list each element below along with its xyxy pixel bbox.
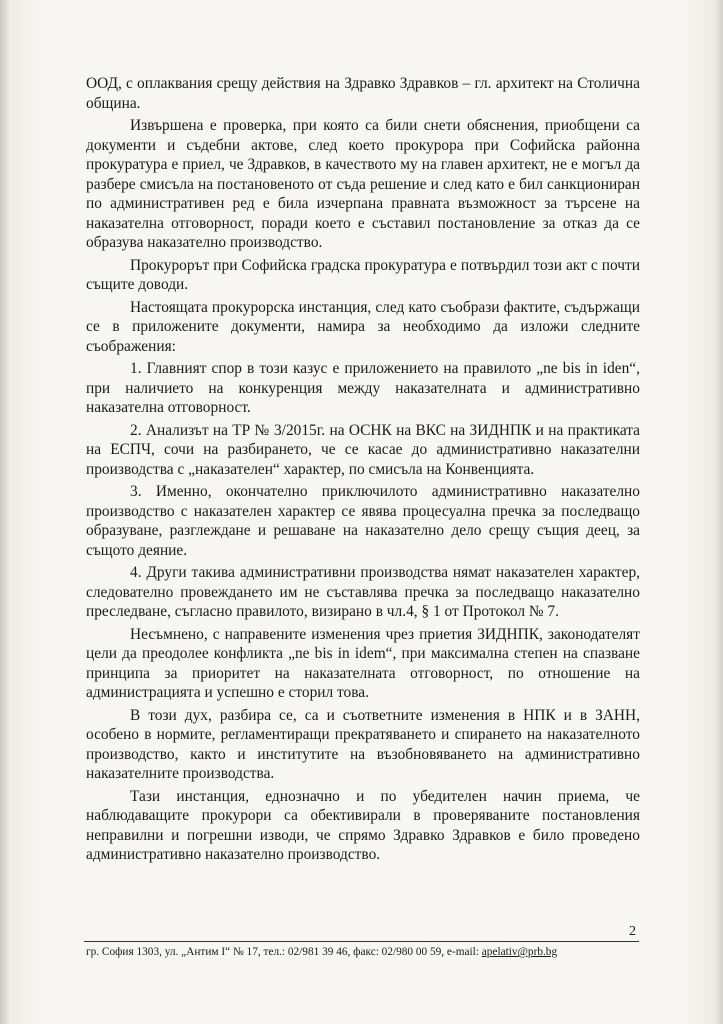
scan-edge-right <box>715 0 723 1024</box>
footer-contact <box>86 946 646 958</box>
paragraph-continuation: ООД, с оплаквания срещу действия на Здравко Здравков – гл. архитект на Столична община. <box>86 75 640 112</box>
paragraph-point-1: 1. Главният спор в този казус е приложението на правилото „ne bis in iden“, при наличието на конкуренция между наказателната и административно наказателна отговорност. <box>86 360 640 416</box>
paragraph-amendments: В този дух, разбира се, са и съответните изменения в НПК и в ЗАНН, особено в нормите, регламентиращи прекратяването и спирането на наказателното производство, както и институтите на възобновяването на административно наказателните производства. <box>86 706 640 782</box>
scan-edge-left <box>0 0 10 1024</box>
paragraph-city-prosecutor: Прокурорът при Софийска градска прокуратура е потвърдил този акт с почти същите доводи. <box>86 256 640 293</box>
page-number: 2 <box>629 924 636 939</box>
paragraph-point-4: 4. Други такива административни производства нямат наказателен характер, следователно провеждането им не съставлява пречка за последващо наказателно преследване, съгласно правилото, визирано в чл.4, § 1 от Протокол № 7. <box>86 564 640 620</box>
footer-divider <box>84 941 639 942</box>
paragraph-point-3: 3. Именно, окончателно приключилото административно наказателно производство с наказателен характер се явява процесуална пречка за последващо образуване, разглеждане и решаване на наказателно дело срещу същия деец, за същото деяние. <box>86 483 640 559</box>
paragraph-considerations-intro: Настоящата прокурорска инстанция, след като съобрази фактите, съдържащи се в приложените документи, намира за необходимо да изложи следните съображения: <box>86 298 640 355</box>
document-body <box>86 74 640 868</box>
paragraph-inspection: Извършена е проверка, при която са били снети обяснения, приобщени са документи и съдебни актове, след което прокурора при Софийска районна прокуратура е приел, че Здравков, в качеството му на главен архитект, не е могъл да разбере смисъла на постановеното от съда решение и след като е бил санкциониран по административен ред е била изчерпана правната възможност за търсене на наказателна отговорност, поради което е съставил постановление за отказ да се образува наказателно производство. <box>86 117 640 251</box>
paragraph-point-2: 2. Анализът на ТР № 3/2015г. на ОСНК на ВКС на ЗИДНПК и на практиката на ЕСПЧ, сочи на разбирането, че се касае до административно наказателни производства с „наказателен“ характер, по смисъла на Конвенцията. <box>86 421 640 478</box>
paragraph-conclusion: Тази инстанция, еднозначно и по убедителен начин приема, че наблюдаващите прокурори са обективирали в проверяваните постановления неправилни и погрешни изводи, че спрямо Здравко Здравков е било проведено административно наказателно производство. <box>86 787 640 863</box>
footer-address: гр. София 1303, ул. „Антим I“ № 17, тел.: 02/981 39 46, факс: 02/980 00 59, e-mail: <box>86 946 482 958</box>
paragraph-legislator: Несъмнено, с направените изменения чрез приетия ЗИДНПК, законодателят цели да преодолее конфликта „ne bis in idem“, при максимална степен на спазване принципа за приоритет на наказателната отговорност, по отношение на администрацията и успешно е сторил това. <box>86 625 640 701</box>
footer-email-link[interactable]: apelativ@prb.bg <box>481 946 558 958</box>
